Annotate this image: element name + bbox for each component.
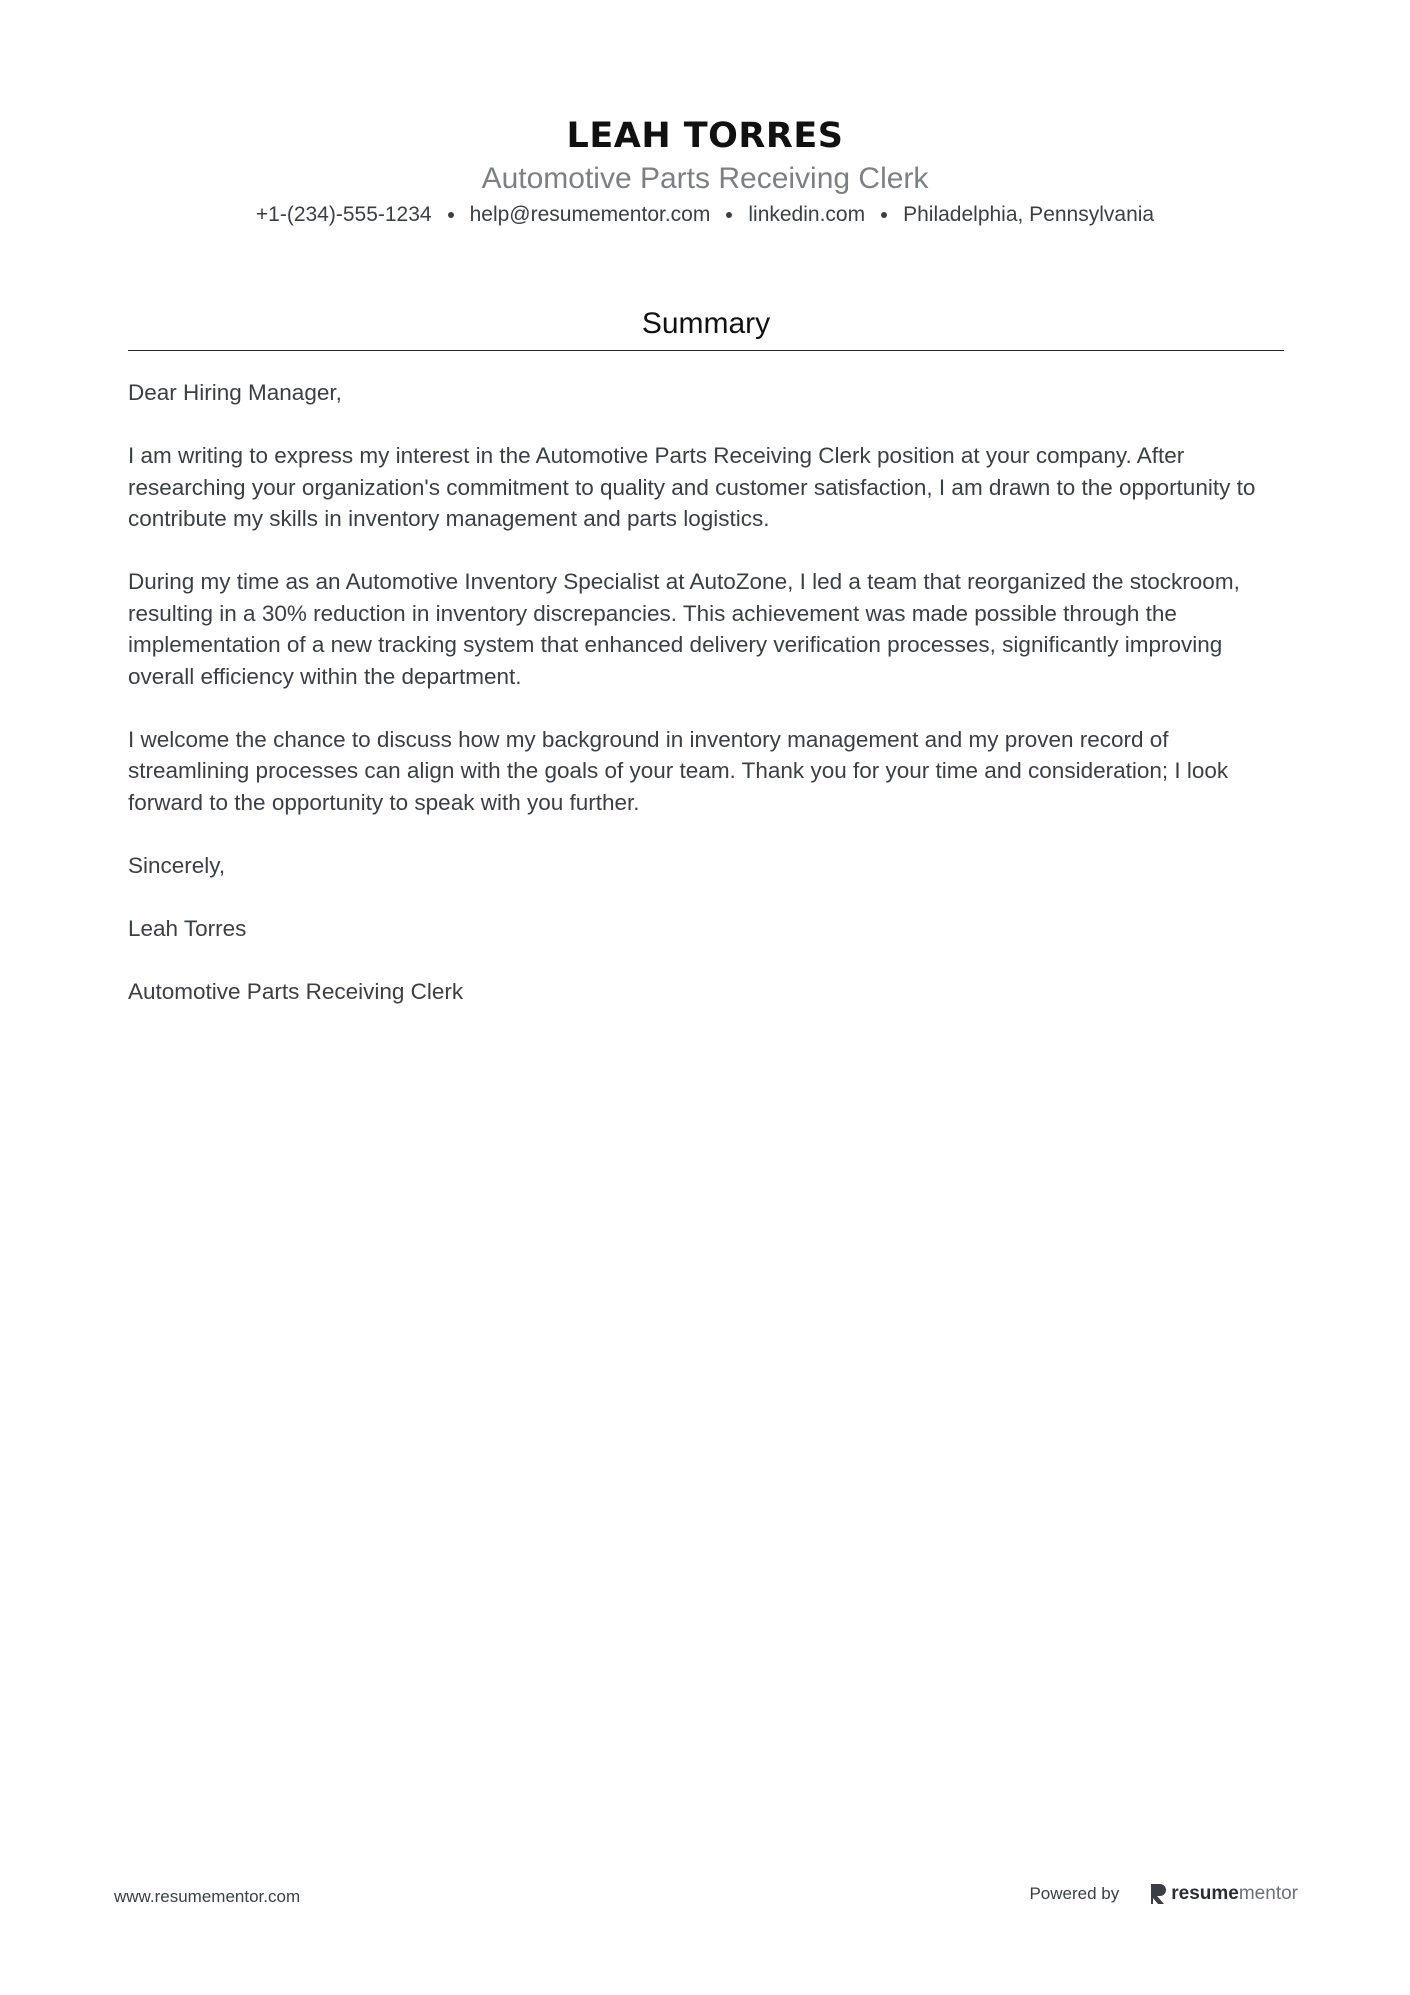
- letter-paragraph: I welcome the chance to discuss how my background in inventory management and my proven record of streamlining processes can align with the goals of your team. Thank you for your time and consideration; I look forward to the opportunity to speak with you further.: [128, 726, 1229, 815]
- bullet-separator: [881, 212, 887, 218]
- contact-linkedin: linkedin.com: [748, 203, 866, 226]
- section-title: Summary: [641, 307, 771, 340]
- contact-line: [0, 200, 1410, 230]
- letter-body: [128, 377, 1284, 1039]
- letter-header: [0, 112, 1410, 230]
- footer-branding: [1029, 1882, 1298, 1906]
- letter-closing: Sincerely,: [128, 852, 226, 878]
- applicant-name: LEAH TORRES: [566, 116, 844, 156]
- letter-paragraph: During my time as an Automotive Inventory Specialist at AutoZone, I led a team that reorganized the stockroom, resulting in a 30% reduction in inventory discrepancies. This achievement was made possible through the implementation of a new tracking system that enhanced delivery verification processes, significantly improving overall efficiency within the department.: [128, 569, 1240, 689]
- bullet-separator: [726, 212, 732, 218]
- bullet-separator: [448, 212, 454, 218]
- brand-logo: [1149, 1882, 1298, 1906]
- letter-greeting: Dear Hiring Manager,: [128, 380, 342, 405]
- signature-name: Leah Torres: [128, 915, 247, 941]
- applicant-job-title: Automotive Parts Receiving Clerk: [481, 162, 929, 195]
- brand-text-resume: resume: [1171, 1883, 1239, 1904]
- contact-email: help@resumementor.com: [469, 203, 711, 226]
- contact-phone: +1-(234)-555-1234: [255, 203, 432, 226]
- section-divider: [128, 350, 1284, 351]
- contact-location: Philadelphia, Pennsylvania: [903, 203, 1155, 226]
- letter-paragraph: I am writing to express my interest in the Automotive Parts Receiving Clerk position at your company. After researching your organization's commitment to quality and customer satisfaction, I am drawn to the opportunity to contribute my skills in inventory management and parts logistics.: [128, 443, 1256, 531]
- signature-title: Automotive Parts Receiving Clerk: [128, 978, 464, 1004]
- footer-website: www.resumementor.com: [114, 1887, 301, 1906]
- resumementor-logo-icon: [1149, 1883, 1167, 1905]
- brand-text-mentor: mentor: [1238, 1883, 1298, 1904]
- powered-by-label: Powered by: [1029, 1884, 1120, 1903]
